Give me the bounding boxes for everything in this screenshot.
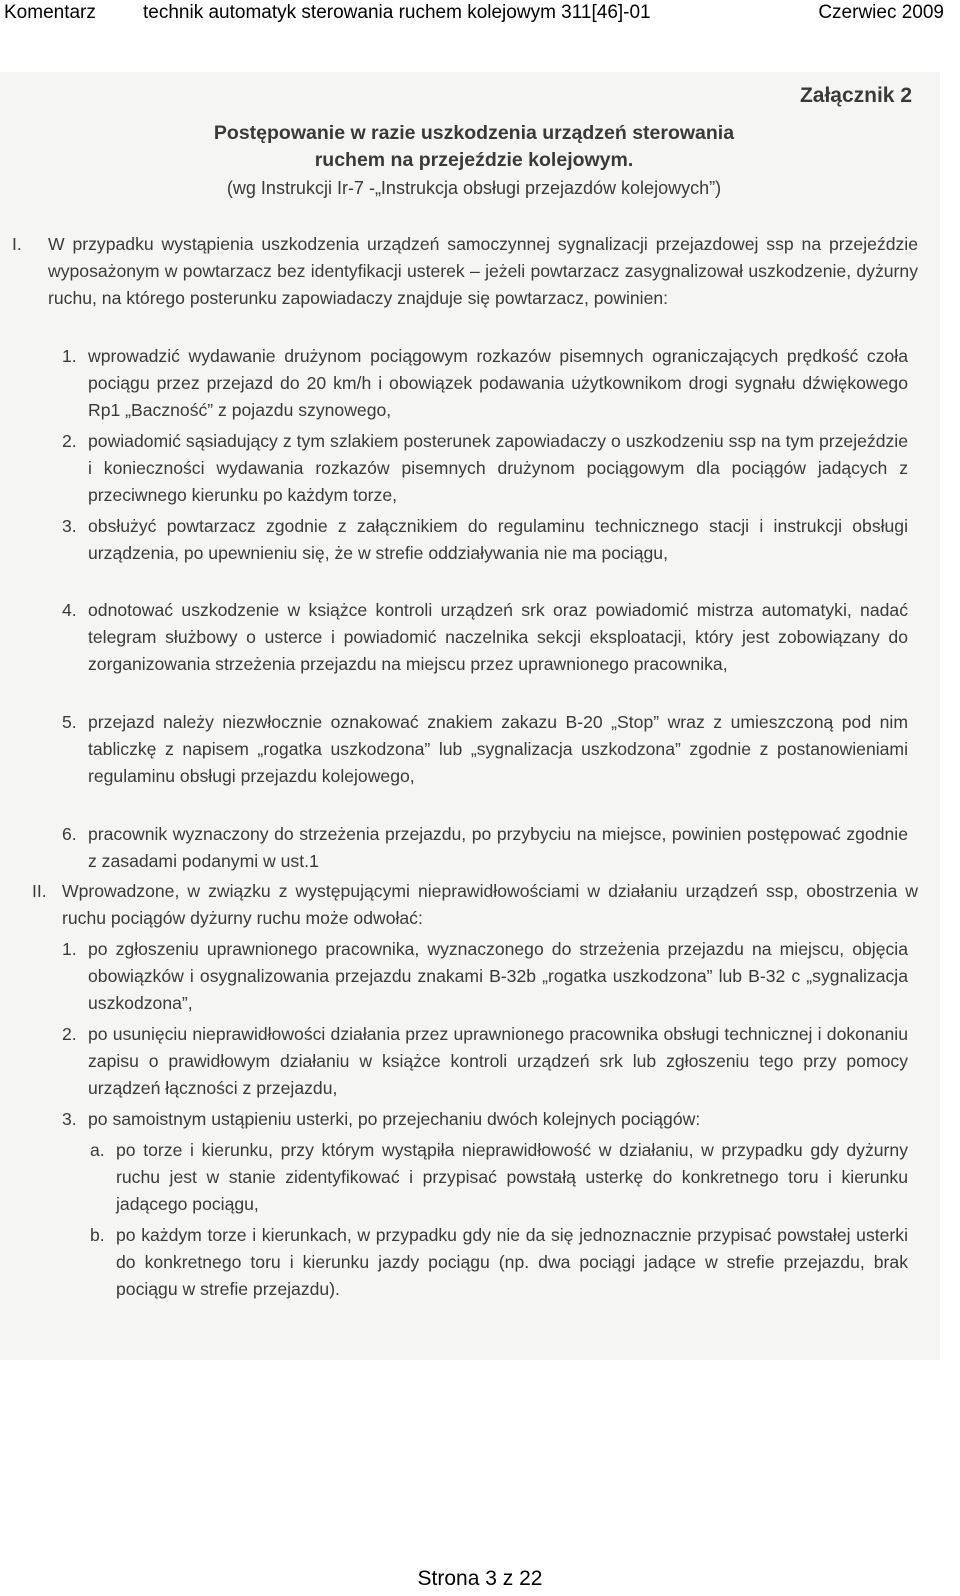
item-number: 2. [62, 431, 77, 451]
item-text: po usunięciu nieprawidłowości działania przez uprawnionego pracownika obsługi technicznej i dokonaniu zapisu o prawidłowym działaniu w książce kontroli urządzeń srk lub zgłoszeniu tego przy pomocy urządzeń łączności z przejazdu, [88, 1024, 908, 1098]
header-left: Komentarz [4, 2, 96, 23]
document-title [30, 120, 918, 174]
item-number: 3. [62, 1109, 77, 1129]
section-number: II. [32, 881, 47, 901]
header-title: technik automatyk sterowania ruchem kolejowym 311[46]-01 [143, 2, 651, 23]
list-item [62, 709, 908, 789]
list-item [62, 1106, 908, 1133]
document-subtitle: (wg Instrukcji Ir-7 -„Instrukcja obsługi przejazdów kolejowych”) [226, 178, 722, 198]
list-item [62, 428, 908, 508]
item-text: po zgłoszeniu uprawnionego pracownika, wyznaczonego do strzeżenia przejazdu na miejscu, objęcia obowiązków i osygnalizowania przejazdu znakami B-32b „rogatka uszkodzona” lub B-32 c „sygnalizacja uszkodzona”, [88, 939, 908, 1013]
item-number: 1. [62, 346, 77, 366]
item-text: odnotować uszkodzenie w książce kontroli urządzeń srk oraz powiadomić mistrza automatyki, nadać telegram służbowy o usterce i powiadomić naczelnika sekcji eksploatacji, który jest zobowiązany do zorganizowania strzeżenia przejazdu na miejscu przez uprawnionego pracownika, [88, 600, 908, 674]
item-number: 5. [62, 712, 77, 732]
list-item [62, 1021, 908, 1101]
item-number: 2. [62, 1024, 77, 1044]
annex-label: Załącznik 2 [799, 84, 912, 107]
item-text: wprowadzić wydawanie drużynom pociągowym rozkazów pisemnych ograniczających prędkość czoła pociągu przez przejazd do 20 km/h i obowiązek podawania użytkownikom drogi sygnału dźwiękowego Rp1 „Baczność” z pojazdu szynowego, [88, 346, 908, 420]
list-item [62, 821, 908, 875]
item-text: obsłużyć powtarzacz zgodnie z załącznikiem do regulaminu technicznego stacji i instrukcji obsługi urządzenia, po upewnieniu się, że w strefie oddziaływania nie ma pociągu, [88, 516, 908, 563]
item-text: po samoistnym ustąpieniu usterki, po przejechaniu dwóch kolejnych pociągów: [88, 1109, 701, 1129]
item-text: przejazd należy niezwłocznie oznakować znakiem zakazu B-20 „Stop” wraz z umieszczoną pod nim tabliczkę z napisem „rogatka uszkodzona” lub „sygnalizacja uszkodzona” zgodnie z postanowieniami regulaminu obsługi przejazdu kolejowego, [88, 712, 908, 786]
item-number: 4. [62, 600, 77, 620]
section-text: Wprowadzone, w związku z występującymi nieprawidłowościami w działaniu urządzeń ssp, obostrzenia w ruchu pociągów dyżurny ruchu może odwołać: [62, 881, 918, 928]
title-line-1: Postępowanie w razie uszkodzenia urządzeń sterowania [213, 122, 735, 144]
section-2 [32, 878, 918, 932]
sub-item-text: po torze i kierunku, przy którym wystąpiła nieprawidłowość w działaniu, w przypadku gdy dyżurny ruchu jest w stanie zidentyfikować i przypisać powstałą usterkę do konkretnego toru i kierunku jadącego pociągu, [116, 1140, 908, 1214]
sub-item-letter: a. [90, 1140, 105, 1160]
list-item [62, 597, 908, 677]
item-number: 3. [62, 516, 77, 536]
sub-list-item [90, 1222, 908, 1302]
item-text: powiadomić sąsiadujący z tym szlakiem posterunek zapowiadaczy o uszkodzeniu ssp na tym przejeździe i konieczności wydawania rozkazów pisemnych drużynom pociągowym dla pociągów jadących z przeciwnego kierunku po każdym torze, [88, 431, 908, 505]
list-item [62, 936, 908, 1016]
page-footer: Strona 3 z 22 [417, 1567, 543, 1590]
section-1 [12, 231, 918, 311]
page-header [0, 0, 960, 30]
header-date: Czerwiec 2009 [818, 2, 944, 23]
section-text: W przypadku wystąpienia uszkodzenia urządzeń samoczynnej sygnalizacji przejazdowej ssp na przejeździe wyposażonym w powtarzacz bez identyfikacji usterek – jeżeli powtarzacz zasygnalizował uszkodzenie, dyżurny ruchu, na którego posterunku zapowiadaczy znajduje się powtarzacz, powinien: [48, 234, 918, 308]
sub-list-item [90, 1137, 908, 1217]
title-line-2: ruchem na przejeździe kolejowym. [314, 149, 634, 171]
section-number: I. [12, 234, 22, 254]
list-item [62, 343, 908, 423]
item-text: pracownik wyznaczony do strzeżenia przejazdu, po przybyciu na miejsce, powinien postępować zgodnie z zasadami podanymi w ust.1 [88, 824, 908, 871]
list-item [62, 513, 908, 567]
sub-item-letter: b. [90, 1225, 105, 1245]
item-number: 1. [62, 939, 77, 959]
item-number: 6. [62, 824, 77, 844]
sub-item-text: po każdym torze i kierunkach, w przypadku gdy nie da się jednoznacznie przypisać powstałej usterki do konkretnego toru i kierunku jazdy pociągu (np. dwa pociągi jadące w strefie przejazdu, brak pociągu w strefie przejazdu). [116, 1225, 908, 1299]
